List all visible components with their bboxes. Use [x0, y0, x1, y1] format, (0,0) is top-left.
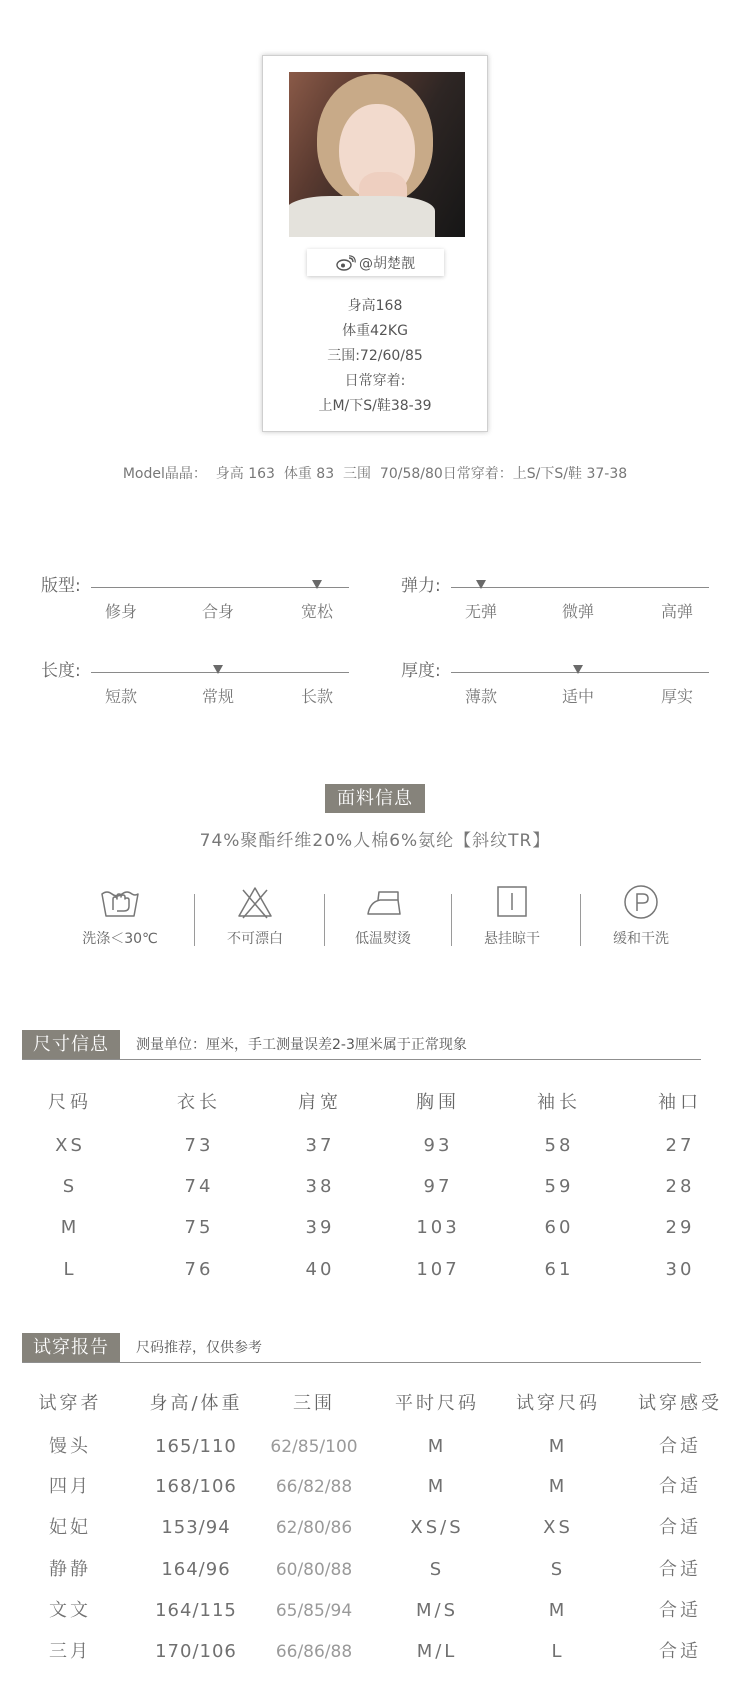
- fit-report-cell: 文文: [49, 1600, 91, 1621]
- fit-option: 无弹: [464, 602, 497, 621]
- size-table-header-cell: 衣长: [177, 1092, 221, 1113]
- size-table-header-cell: 肩宽: [298, 1092, 342, 1113]
- fit-option: 高弹: [660, 602, 693, 621]
- model-card: [262, 55, 488, 432]
- fit-report-header-cell: 平时尺码: [395, 1393, 479, 1414]
- model-height: 身高168: [347, 298, 403, 314]
- size-table-cell: XS: [55, 1135, 85, 1156]
- care-label: 不可漂白: [227, 931, 283, 947]
- fit-report-note: 尺码推荐，仅供参考: [136, 1340, 262, 1356]
- fit-report-table: [0, 1393, 750, 1693]
- fit-scale-length: [41, 660, 351, 710]
- fit-scale-line: [91, 587, 349, 588]
- size-table-cell: 28: [665, 1176, 695, 1197]
- fit-report-cell: 合适: [659, 1600, 701, 1621]
- model-weight: 体重42KG: [342, 323, 408, 339]
- fit-report-row: [0, 1600, 750, 1622]
- size-table-header-cell: 尺码: [48, 1092, 92, 1113]
- size-table-row: [0, 1135, 750, 1157]
- fit-report-row: [0, 1436, 750, 1458]
- fit-report-cell: 62/80/86: [275, 1518, 353, 1538]
- fit-report-cell: M: [427, 1476, 447, 1497]
- fit-option: 修身: [104, 602, 137, 621]
- size-table-cell: 93: [423, 1135, 453, 1156]
- fit-scale-label: 厚度:: [401, 661, 441, 681]
- fit-scale-label: 版型:: [41, 576, 81, 596]
- fit-scale-silhouette: [41, 575, 351, 625]
- fit-report-cell: 164/96: [161, 1559, 231, 1580]
- size-table-cell: 107: [416, 1259, 460, 1280]
- model-daily-wear-label: 日常穿着:: [344, 373, 406, 389]
- size-table-cell: 59: [544, 1176, 574, 1197]
- care-label: 缓和干洗: [613, 931, 669, 947]
- hand-wash-icon: [99, 884, 141, 920]
- weibo-tag[interactable]: [307, 249, 444, 276]
- size-table-cell: 58: [544, 1135, 574, 1156]
- care-item-bleach: [195, 884, 315, 954]
- fit-marker-icon: [476, 580, 486, 589]
- fit-marker-icon: [573, 665, 583, 674]
- size-table-header-cell: 袖口: [658, 1092, 702, 1113]
- fit-report-cell: 合适: [659, 1641, 701, 1662]
- model-measurements: 三围:72/60/85: [327, 348, 423, 364]
- fit-option: 厚实: [660, 687, 693, 706]
- fit-report-row: [0, 1517, 750, 1539]
- fit-report-cell: 153/94: [161, 1517, 231, 1538]
- fit-report-header-cell: 试穿尺码: [516, 1393, 600, 1414]
- fit-report-cell: S: [429, 1559, 445, 1580]
- fit-option: 合身: [201, 602, 234, 621]
- fit-option: 微弹: [561, 602, 594, 621]
- fit-report-cell: 65/85/94: [275, 1601, 353, 1621]
- fit-scale-label: 弹力:: [401, 576, 441, 596]
- size-table-row: [0, 1217, 750, 1239]
- fit-marker-icon: [213, 665, 223, 674]
- fit-report-cell: M: [548, 1436, 568, 1457]
- fit-report-header-cell: 试穿感受: [638, 1393, 722, 1414]
- size-table-cell: 38: [305, 1176, 335, 1197]
- size-table-row: [0, 1259, 750, 1281]
- fit-report-cell: 妃妃: [49, 1517, 91, 1538]
- fit-report-row: [0, 1476, 750, 1498]
- fit-option: 长款: [300, 687, 333, 706]
- second-model-note: Model晶晶： 身高 163 体重 83 三围 70/58/80日常穿着：上S/下S/鞋 37-38: [122, 466, 628, 482]
- fit-scale-elasticity: [401, 575, 711, 625]
- fit-report-cell: 164/115: [155, 1600, 237, 1621]
- no-bleach-icon: [234, 884, 276, 920]
- size-table-header-row: [0, 1092, 750, 1114]
- low-temp-iron-icon: [362, 884, 404, 920]
- fabric-info-badge: 面料信息: [325, 784, 425, 813]
- fit-report-cell: 馒头: [49, 1436, 91, 1457]
- fit-report-cell: L: [551, 1641, 565, 1662]
- fit-report-cell: 168/106: [155, 1476, 237, 1497]
- size-table-cell: 40: [305, 1259, 335, 1280]
- fit-report-cell: 170/106: [155, 1641, 237, 1662]
- fit-report-cell: 合适: [659, 1476, 701, 1497]
- fit-report-cell: M: [548, 1600, 568, 1621]
- fit-scale-label: 长度:: [41, 661, 81, 681]
- fit-option: 短款: [104, 687, 137, 706]
- fit-report-cell: 合适: [659, 1517, 701, 1538]
- fit-report-header-row: [0, 1393, 750, 1415]
- fit-report-cell: 静静: [49, 1559, 91, 1580]
- fit-report-header-cell: 三围: [293, 1393, 335, 1414]
- photo-shirt: [289, 196, 435, 237]
- size-info-rule: [22, 1059, 701, 1060]
- size-table-row: [0, 1176, 750, 1198]
- gentle-dry-clean-icon: [620, 884, 662, 920]
- care-label: 低温熨烫: [355, 931, 411, 947]
- size-table-cell: 37: [305, 1135, 335, 1156]
- size-info-badge: 尺寸信息: [22, 1030, 120, 1059]
- weibo-icon: [336, 255, 356, 271]
- size-info-note: 测量单位：厘米，手工测量误差2-3厘米属于正常现象: [136, 1037, 467, 1053]
- fit-report-badge: 试穿报告: [22, 1333, 120, 1362]
- size-table-cell: 61: [544, 1259, 574, 1280]
- fit-report-cell: M/S: [415, 1600, 459, 1621]
- size-table-cell: S: [62, 1176, 78, 1197]
- fit-report-cell: 66/82/88: [275, 1477, 353, 1497]
- size-table-cell: 75: [184, 1217, 214, 1238]
- fit-report-cell: 四月: [49, 1476, 91, 1497]
- fit-report-cell: M: [427, 1436, 447, 1457]
- fit-report-header-cell: 身高/体重: [149, 1393, 243, 1414]
- size-table-cell: 39: [305, 1217, 335, 1238]
- fit-report-cell: 62/85/100: [270, 1437, 358, 1457]
- size-table-cell: 74: [184, 1176, 214, 1197]
- care-item-wash: [60, 884, 180, 954]
- size-table-cell: 97: [423, 1176, 453, 1197]
- fit-report-cell: 60/80/88: [275, 1560, 353, 1580]
- fit-report-row: [0, 1559, 750, 1581]
- fit-option: 适中: [561, 687, 594, 706]
- care-label: 悬挂晾干: [484, 931, 540, 947]
- fit-report-cell: 165/110: [155, 1436, 237, 1457]
- size-table-cell: M: [60, 1217, 80, 1238]
- fit-report-cell: XS/S: [410, 1517, 464, 1538]
- fit-option: 宽松: [300, 602, 333, 621]
- size-table-cell: 60: [544, 1217, 574, 1238]
- fit-report-cell: S: [550, 1559, 566, 1580]
- size-table-header-cell: 袖长: [537, 1092, 581, 1113]
- fit-report-cell: 合适: [659, 1436, 701, 1457]
- fit-scale-line: [451, 587, 709, 588]
- fit-report-cell: XS: [543, 1517, 573, 1538]
- weibo-handle: @胡楚靓: [359, 255, 415, 272]
- fit-report-cell: M: [548, 1476, 568, 1497]
- fit-option: 薄款: [464, 687, 497, 706]
- fit-marker-icon: [312, 580, 322, 589]
- size-table-cell: 76: [184, 1259, 214, 1280]
- care-label: 洗涤＜30℃: [82, 931, 158, 947]
- fit-report-cell: 三月: [49, 1641, 91, 1662]
- size-table-cell: 29: [665, 1217, 695, 1238]
- size-table-cell: 103: [416, 1217, 460, 1238]
- care-item-hang-dry: [452, 884, 572, 954]
- model-photo: [289, 72, 465, 237]
- fit-report-cell: 66/86/88: [275, 1642, 353, 1662]
- size-table-cell: L: [63, 1259, 77, 1280]
- fit-report-cell: M/L: [416, 1641, 458, 1662]
- hang-dry-icon: [491, 884, 533, 920]
- fabric-composition: 74%聚酯纤维20%人棉6%氨纶【斜纹TR】: [199, 831, 551, 851]
- size-table-cell: 27: [665, 1135, 695, 1156]
- fit-scale-thickness: [401, 660, 711, 710]
- fit-report-cell: 合适: [659, 1559, 701, 1580]
- fit-report-rule: [22, 1362, 701, 1363]
- size-table-cell: 30: [665, 1259, 695, 1280]
- fit-report-row: [0, 1641, 750, 1663]
- model-stats: [263, 294, 487, 419]
- size-table-header-cell: 胸围: [416, 1092, 460, 1113]
- fit-option: 常规: [201, 687, 234, 706]
- fit-report-header-cell: 试穿者: [38, 1393, 102, 1414]
- care-item-dry-clean: [581, 884, 701, 954]
- size-table-cell: 73: [184, 1135, 214, 1156]
- model-daily-wear: 上M/下S/鞋38-39: [318, 398, 432, 414]
- care-item-iron: [323, 884, 443, 954]
